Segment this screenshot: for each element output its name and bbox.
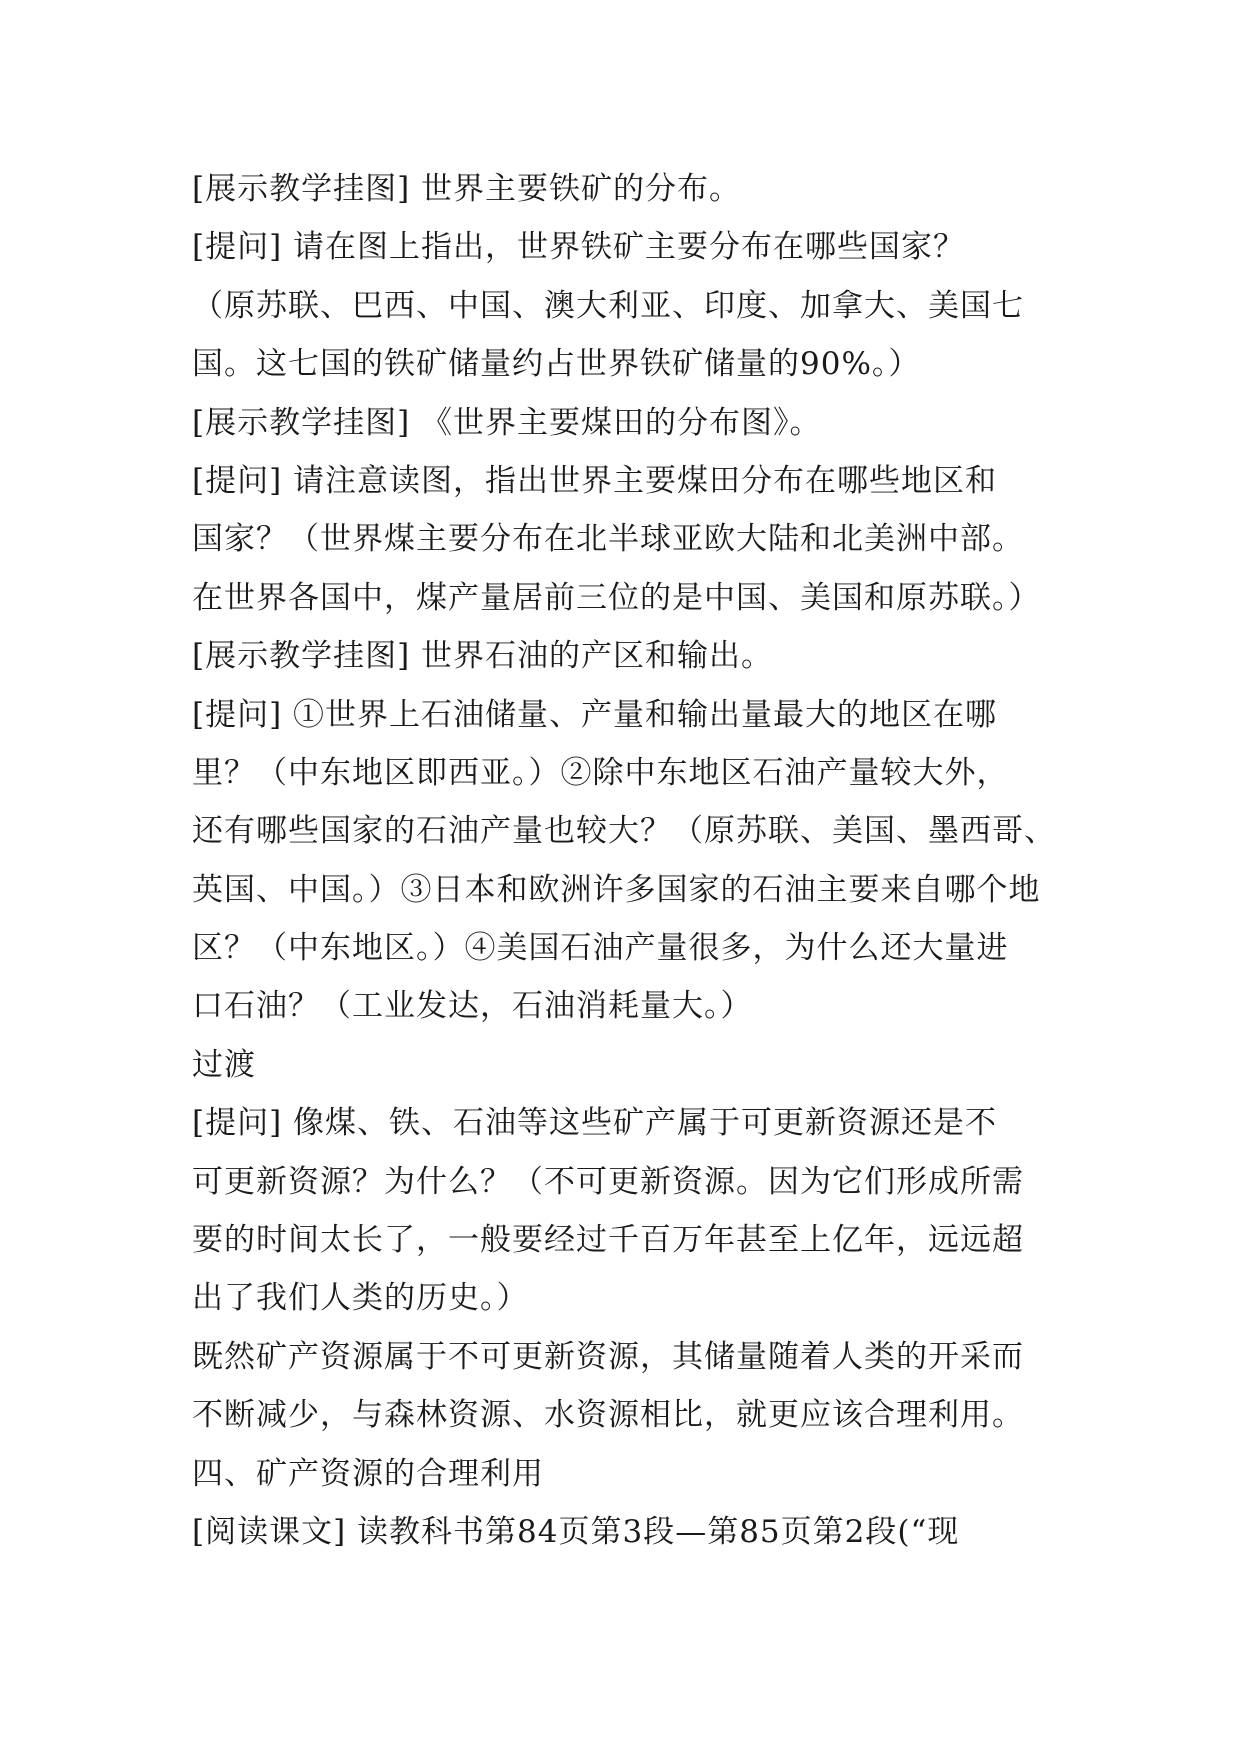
text-line: [提问] 请在图上指出，世界铁矿主要分布在哪些国家？	[192, 229, 966, 266]
text-line: 区？（中东地区。）④美国石油产量很多，为什么还大量进	[192, 930, 1009, 967]
body-text	[192, 160, 1072, 1561]
text-line: 国。这七国的铁矿储量约占世界铁矿储量的90%。）	[192, 346, 921, 383]
text-line: 不断减少，与森林资源、水资源相比，就更应该合理利用。	[192, 1397, 1024, 1434]
text-line: [展示教学挂图] 《世界主要煤田的分布图》。	[192, 404, 822, 441]
text-line: （原苏联、巴西、中国、澳大利亚、印度、加拿大、美国七	[192, 287, 1024, 324]
text-line: 既然矿产资源属于不可更新资源，其储量随着人类的开采而	[192, 1338, 1024, 1375]
text-line: 国家？（世界煤主要分布在北半球亚欧大陆和北美洲中部。	[192, 521, 1024, 558]
text-line: 可更新资源？为什么？（不可更新资源。因为它们形成所需	[192, 1163, 1024, 1200]
text-line: [提问] ①世界上石油储量、产量和输出量最大的地区在哪	[192, 696, 998, 733]
text-line: 里？（中东地区即西亚。）②除中东地区石油产量较大外，	[192, 754, 1009, 791]
text-line: [展示教学挂图] 世界主要铁矿的分布。	[192, 171, 742, 207]
text-line: 英国、中国。）③日本和欧洲许多国家的石油主要来自哪个地	[192, 871, 1041, 908]
text-line: 要的时间太长了，一般要经过千百万年甚至上亿年，远远超	[192, 1222, 1024, 1259]
text-line: [提问] 像煤、铁、石油等这些矿产属于可更新资源还是不	[192, 1105, 998, 1142]
section-heading: 四、矿产资源的合理利用	[192, 1455, 544, 1492]
text-line: [阅读课文] 读教科书第84页第3段—第85页第2段(“现	[192, 1513, 960, 1550]
text-line: [展示教学挂图] 世界石油的产区和输出。	[192, 638, 774, 675]
text-line: 在世界各国中，煤产量居前三位的是中国、美国和原苏联。）	[192, 579, 1041, 616]
text-line: [提问] 请注意读图，指出世界主要煤田分布在哪些地区和	[192, 462, 998, 499]
text-line: 口石油？（工业发达，石油消耗量大。）	[192, 988, 753, 1025]
text-line: 过渡	[192, 1046, 256, 1083]
text-line: 还有哪些国家的石油产量也较大？（原苏联、美国、墨西哥、	[192, 813, 1056, 850]
text-line: 出了我们人类的历史。）	[192, 1280, 529, 1317]
